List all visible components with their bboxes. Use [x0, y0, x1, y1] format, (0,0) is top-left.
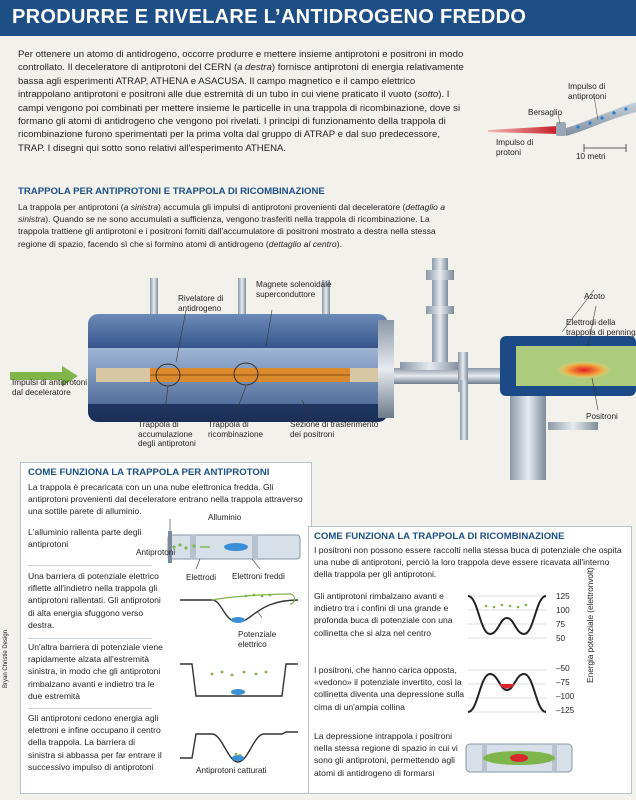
proton-pulse-label: Impulso di protoni — [496, 138, 534, 157]
cold-electrons-label: Elettroni freddi — [232, 572, 285, 581]
left-step-4: Gli antiprotoni cedono energia agli elettroni e infine occupano il centro della trappola. La barriera di sinistra si abbassa per far entrare il successivo impulso di antiprotoni — [28, 713, 162, 772]
step-divider — [28, 565, 152, 566]
trap-section-title: TRAPPOLA PER ANTIPROTONI E TRAPPOLA DI RICOMBINAZIONE — [18, 186, 325, 197]
step4-potential-diagram — [172, 728, 306, 768]
right-panel-intro: I positroni non possono essere raccolti nella stessa buca di potenziale che ospita una nube di antiprotoni, perciò la loro trappola deve essere ricavata all'interno della trappola per gli antiprotoni. — [314, 545, 622, 580]
trap-text: ). Quando se ne sono accumulati a sufficienza, vengono trasferiti nella trappola di ricombinazione. La trappola trattiene gli antiprotoni e i positroni forniti dall'accumulatore di positroni mostrato a destra nella stessa regione di spazio, facendo sì che si formino atomi di antidrogeno ( — [18, 214, 436, 249]
left-step-3: Un'altra barriera di potenziale viene rapidamente alzata all'estremità sinistra, in modo che gli antiprotoni rimbalzano avanti e indietro tra le due estremità — [28, 642, 163, 701]
aluminium-wall — [168, 531, 172, 563]
detector-label: Rivelatore di antidrogeno — [178, 294, 224, 313]
right-panel-title: COME FUNZIONA LA TRAPPOLA DI RICOMBINAZIONE — [314, 531, 565, 542]
penning-label: Elettrodi della trappola di penning — [566, 318, 636, 337]
pulses-label: Impulsi di antiprotoni dal deceleratore — [12, 378, 88, 397]
intro-text: Per ottenere un atomo di antidrogeno, occorre produrre e mettere insieme antiprotoni e positroni in modo controllato. Il deceleratore di antiprotoni del CERN ( — [18, 49, 464, 74]
cold-electron-cloud — [224, 543, 248, 551]
left-step-1: L'alluminio rallenta parte degli antiprotoni — [28, 527, 142, 550]
intro-paragraph — [18, 48, 464, 155]
valve-stem — [460, 380, 468, 440]
axis1-tick: 100 — [556, 606, 570, 615]
header-bar — [0, 0, 636, 36]
axis2-tick: –75 — [556, 678, 570, 687]
step-divider — [28, 638, 152, 639]
axis-label: Energia potenziale (elettronvolt) — [586, 567, 595, 683]
positron-pocket — [499, 684, 515, 689]
trap-emphasis: dettaglio a sinistra — [18, 202, 446, 225]
step3-potential-diagram — [172, 660, 306, 704]
axis2-tick: –50 — [556, 664, 570, 673]
step2-potential-diagram — [172, 588, 306, 636]
right-step-1: Gli antiprotoni rimbalzano avanti e indietro tra i confini di una grande e profonda buca di potenziale con una collinetta che si alza nel centro — [314, 591, 453, 638]
page-title: PRODURRE E RIVELARE L’ANTIDROGENO FREDDO — [12, 6, 527, 28]
positrons-label: Positroni — [586, 412, 618, 421]
left-panel-title: COME FUNZIONA LA TRAPPOLA PER ANTIPROTONI — [28, 467, 270, 478]
target-block — [556, 122, 566, 136]
intro-emphasis: a destra — [237, 62, 272, 74]
trap-text: ) accumula gli impulsi di antiprotoni provenienti dal deceleratore ( — [157, 202, 406, 212]
combined-trap-diagram — [462, 738, 576, 778]
flange — [378, 320, 394, 418]
step-divider — [28, 708, 152, 709]
proton-beam — [488, 126, 558, 134]
positron-core — [510, 754, 528, 762]
antiprotons-label: Antiprotoni — [136, 548, 176, 557]
potential-label: Potenziale elettrico — [238, 630, 277, 649]
left-step-2: Una barriera di potenziale elettrico riflette all'indietro nella trappola gli antiprotoni rallentati. Gli antiprotoni di alta energia sfuggono verso destra. — [28, 571, 161, 630]
scale-label: 10 metri — [576, 152, 606, 161]
recomb-trap-label: Trappola di ricombinazione — [208, 420, 264, 439]
magnet-label: Magnete solenoidale superconduttore — [256, 280, 332, 299]
captured-label: Antiprotoni catturati — [196, 766, 267, 775]
trap-emphasis: a sinistra — [123, 202, 158, 212]
axis1-tick: 125 — [556, 592, 570, 601]
right-step-3: La depressione intrappola i positroni nella stessa regione di spazio in cui vi sono gli antiprotoni, permettendo agli atomi di antidrogeno di formarsi — [314, 731, 458, 778]
post — [150, 278, 158, 316]
impulse-label: Impulso di antiprotoni — [568, 82, 607, 101]
trap-section-text — [18, 201, 448, 250]
axis2-tick: –125 — [556, 706, 575, 715]
target-label: Bersaglio — [528, 108, 563, 117]
transfer-label: Sezione di trasferimento dei positroni — [290, 420, 379, 439]
accumulator-base — [510, 396, 546, 480]
aluminium-label: Alluminio — [208, 513, 242, 522]
axis1-tick: 50 — [556, 634, 566, 643]
nitrogen-label: Azoto — [584, 292, 605, 301]
trap-emphasis: dettaglio al centro — [268, 238, 337, 249]
trap-text: ). — [336, 238, 342, 249]
intro-emphasis: sotto — [417, 89, 439, 101]
trap-text: La trappola per antiprotoni ( — [18, 202, 124, 212]
illustrator-credit: Bryan Christie Design — [3, 629, 9, 688]
electrodes-label: Elettrodi — [186, 573, 217, 582]
right-step-2: I positroni, che hanno carica opposta, «vedono» il potenziale invertito, così la collinetta diventa una depressione sulla cima di un'ampia collina — [314, 665, 465, 712]
axis1-tick: 75 — [556, 620, 566, 629]
intro-text: ). I campi vengono poi combinati per mettere insieme le particelle in una trappola di ricombinazione, dove si formano gli atomi di antidrogeno che vengono poi rivelati. I principi di funzionamento della trappola di ricombinazione furono sperimentati per la prima volta dal gruppo di ATRAP e dal suo predecessore, TRAP. I disegni qui sotto sono relativi all'esperimento ATHENA. — [18, 89, 461, 154]
left-panel-intro: La trappola è precaricata con un una nube elettronica fredda. Gli antiprotoni provenienti dal deceleratore entrano nella trappola attraverso una sottile parete di alluminio. — [28, 482, 303, 517]
intro-text: ) fornisce antiprotoni di energia relativamente bassa agli esperimenti ATRAP, ATHENA e ASACUSA. Il campo magnetico e il campo elettrico intrappolano antiprotoni e positroni alle due estremità di un tubo in cui viene praticato il vuoto ( — [18, 62, 464, 101]
positron-cloud — [556, 361, 612, 379]
accum-trap-label: Trappola di accumulazione degli antiprotoni — [138, 420, 196, 449]
axis2-tick: –100 — [556, 692, 575, 701]
